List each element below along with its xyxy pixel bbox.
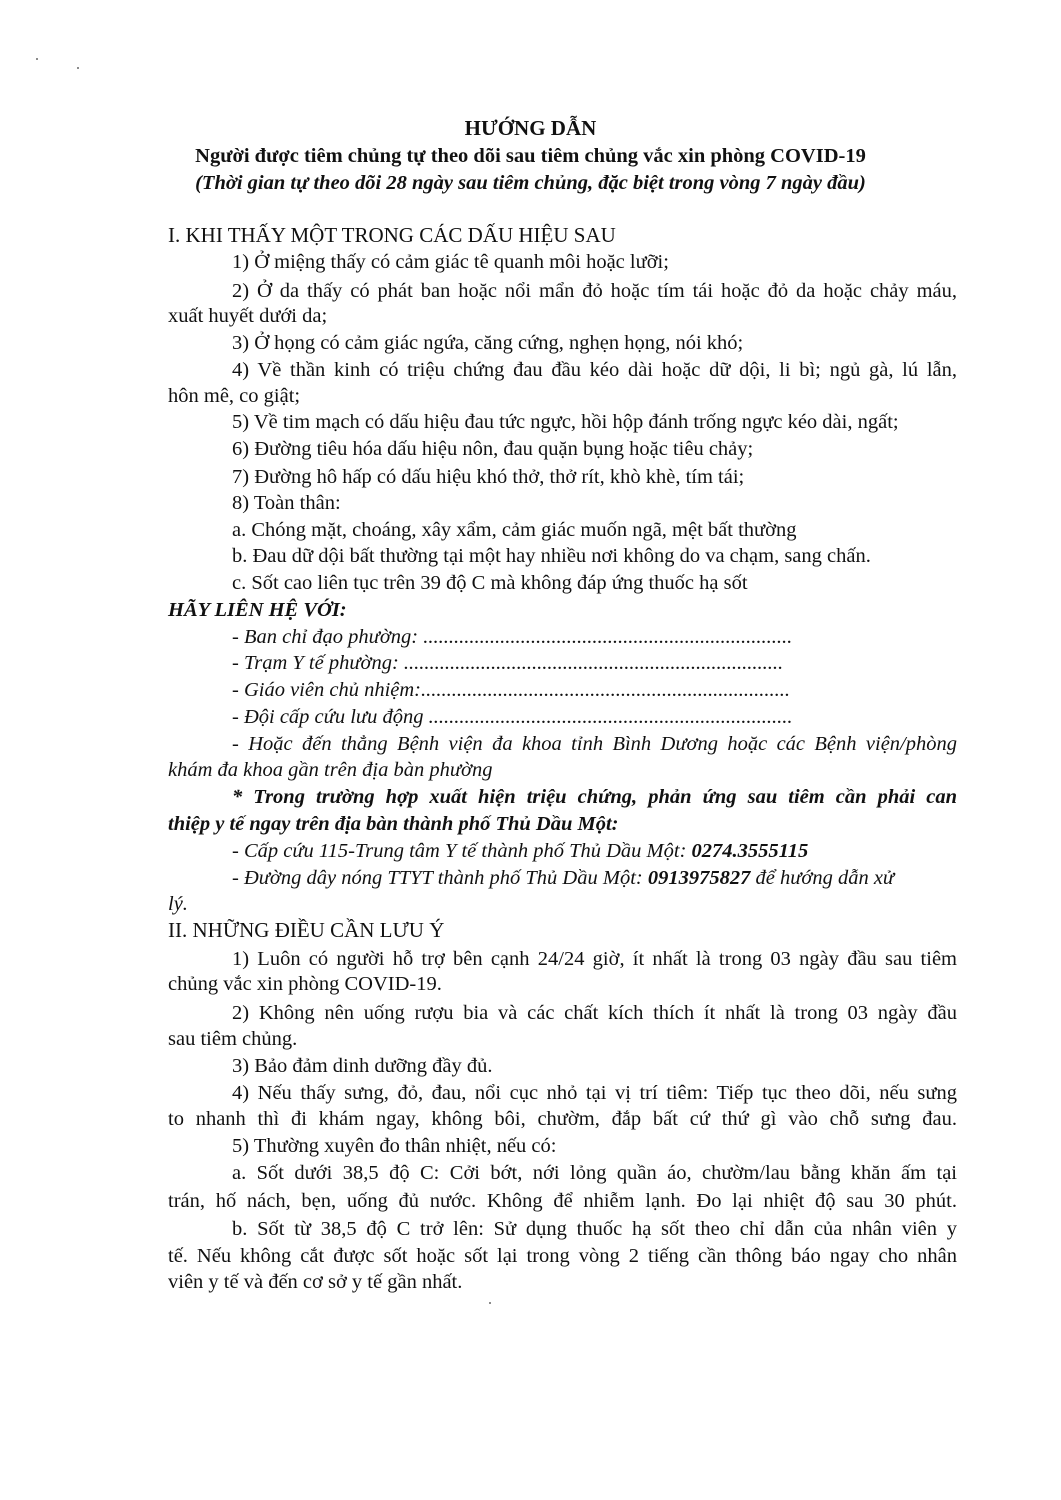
urgent-note-line1: * Trong trường hợp xuất hiện triệu chứng, phản ứng sau tiêm cần phải can [232, 786, 957, 808]
scan-speck [489, 1302, 491, 1304]
section1-item6: 6) Đường tiêu hóa dấu hiệu nôn, đau quặn bụng hoặc tiêu chảy; [232, 438, 754, 460]
scan-speck [36, 58, 38, 60]
urgent-note-line2: thiệp y tế ngay trên địa bàn thành phố Thủ Dầu Một: [168, 813, 619, 835]
section2-heading: II. NHỮNG ĐIỀU CẦN LƯU Ý [168, 918, 445, 942]
section1-heading: I. KHI THẤY MỘT TRONG CÁC DẤU HIỆU SAU [168, 223, 616, 247]
document-title: HƯỚNG DẪN [464, 116, 597, 140]
hotline-ttyt-line2: lý. [168, 893, 188, 915]
section1-item7: 7) Đường hô hấp có dấu hiệu khó thở, thở rít, khò khè, tím tái; [232, 466, 745, 488]
scan-speck [77, 67, 79, 69]
section2-item5: 5) Thường xuyên đo thân nhiệt, nếu có: [232, 1135, 557, 1157]
contact-homeroom-teacher: - Giáo viên chủ nhiệm:........................................................................ [232, 679, 790, 701]
section2-item5b-line3: viên y tế và đến cơ sở y tế gần nhất. [168, 1271, 463, 1293]
section2-item5a-line1: a. Sốt dưới 38,5 độ C: Cởi bớt, nới lỏng quần áo, chườm/lau bằng khăn ấm tại [232, 1162, 957, 1184]
section2-item5b-line2: tế. Nếu không cắt được sốt hoặc sốt lại trong vòng 2 tiếng cần thông báo ngay cho nhân [168, 1245, 957, 1267]
section2-item2-line1: 2) Không nên uống rượu bia và các chất kích thích ít nhất là trong 03 ngày đầu [232, 1002, 957, 1024]
hotline-ttyt [232, 865, 894, 891]
contact-mobile-emergency: - Đội cấp cứu lưu động ....................................................................... [232, 706, 793, 728]
hotline-115 [232, 838, 808, 864]
hotline-115-number: 0274.3555115 [691, 840, 809, 862]
section1-item4-line2: hôn mê, co giật; [168, 385, 301, 407]
section2-item2-line2: sau tiêm chủng. [168, 1028, 298, 1050]
section1-item5: 5) Về tim mạch có dấu hiệu đau tức ngực, hồi hộp đánh trống ngực kéo dài, ngất; [232, 411, 899, 433]
section1-item8b: b. Đau dữ dội bất thường tại một hay nhiều nơi không do va chạm, sang chấn. [232, 545, 871, 567]
hotline-115-label: - Cấp cứu 115-Trung tâm Y tế thành phố Thủ Dầu Một: [232, 840, 692, 862]
hotline-ttyt-suffix: để hướng dẫn xử [750, 867, 895, 889]
document-note: (Thời gian tự theo dõi 28 ngày sau tiêm chủng, đặc biệt trong vòng 7 ngày đầu) [195, 172, 866, 194]
section2-item3: 3) Bảo đảm dinh dưỡng đầy đủ. [232, 1055, 493, 1077]
section1-item8a: a. Chóng mặt, choáng, xây xẩm, cảm giác muốn ngã, mệt bất thường [232, 519, 797, 541]
contact-heading: HÃY LIÊN HỆ VỚI: [168, 599, 347, 621]
section2-item5a-line2: trán, hố nách, bẹn, uống đủ nước. Không để nhiễm lạnh. Đo lại nhiệt độ sau 30 phút. [168, 1190, 957, 1212]
contact-hospital-line1: - Hoặc đến thẳng Bệnh viện đa khoa tỉnh Bình Dương hoặc các Bệnh viện/phòng [232, 733, 957, 755]
section1-item2-line2: xuất huyết dưới da; [168, 305, 328, 327]
section2-item1-line1: 1) Luôn có người hỗ trợ bên cạnh 24/24 giờ, ít nhất là trong 03 ngày đầu sau tiêm [232, 948, 957, 970]
hotline-ttyt-number: 0913975827 [647, 867, 751, 889]
contact-hospital-line2: khám đa khoa gần trên địa bàn phường [168, 759, 493, 781]
contact-ward-health-station: - Trạm Y tế phường: .......................................................................... [232, 652, 784, 674]
section2-item5b-line1: b. Sốt từ 38,5 độ C trở lên: Sử dụng thuốc hạ sốt theo chỉ dẫn của nhân viên y [232, 1218, 957, 1240]
section1-item2-line1: 2) Ở da thấy có phát ban hoặc nổi mẩn đỏ hoặc tím tái hoặc đỏ da hoặc chảy máu, [232, 280, 957, 302]
section2-item1-line2: chủng vắc xin phòng COVID-19. [168, 973, 442, 995]
section1-item3: 3) Ở họng có cảm giác ngứa, căng cứng, nghẹn họng, nói khó; [232, 332, 744, 354]
contact-ward-committee: - Ban chỉ đạo phường: ........................................................................ [232, 626, 793, 648]
section1-item4-line1: 4) Về thần kinh có triệu chứng đau đầu kéo dài hoặc dữ dội, li bì; ngủ gà, lú lẫn, [232, 359, 957, 381]
section2-item4-line1: 4) Nếu thấy sưng, đỏ, đau, nổi cục nhỏ tại vị trí tiêm: Tiếp tục theo dõi, nếu sưng [232, 1082, 957, 1104]
section1-item8: 8) Toàn thân: [232, 492, 341, 514]
document-subtitle: Người được tiêm chủng tự theo dõi sau tiêm chủng vắc xin phòng COVID-19 [195, 145, 866, 167]
section2-item4-line2: to nhanh thì đi khám ngay, không bôi, chườm, đắp bất cứ thứ gì vào chỗ sưng đau. [168, 1108, 957, 1130]
section1-item8c: c. Sốt cao liên tục trên 39 độ C mà không đáp ứng thuốc hạ sốt [232, 572, 748, 594]
section1-item1: 1) Ở miệng thấy có cảm giác tê quanh môi hoặc lưỡi; [232, 251, 669, 273]
hotline-ttyt-label: - Đường dây nóng TTYT thành phố Thủ Dầu Một: [232, 867, 648, 889]
